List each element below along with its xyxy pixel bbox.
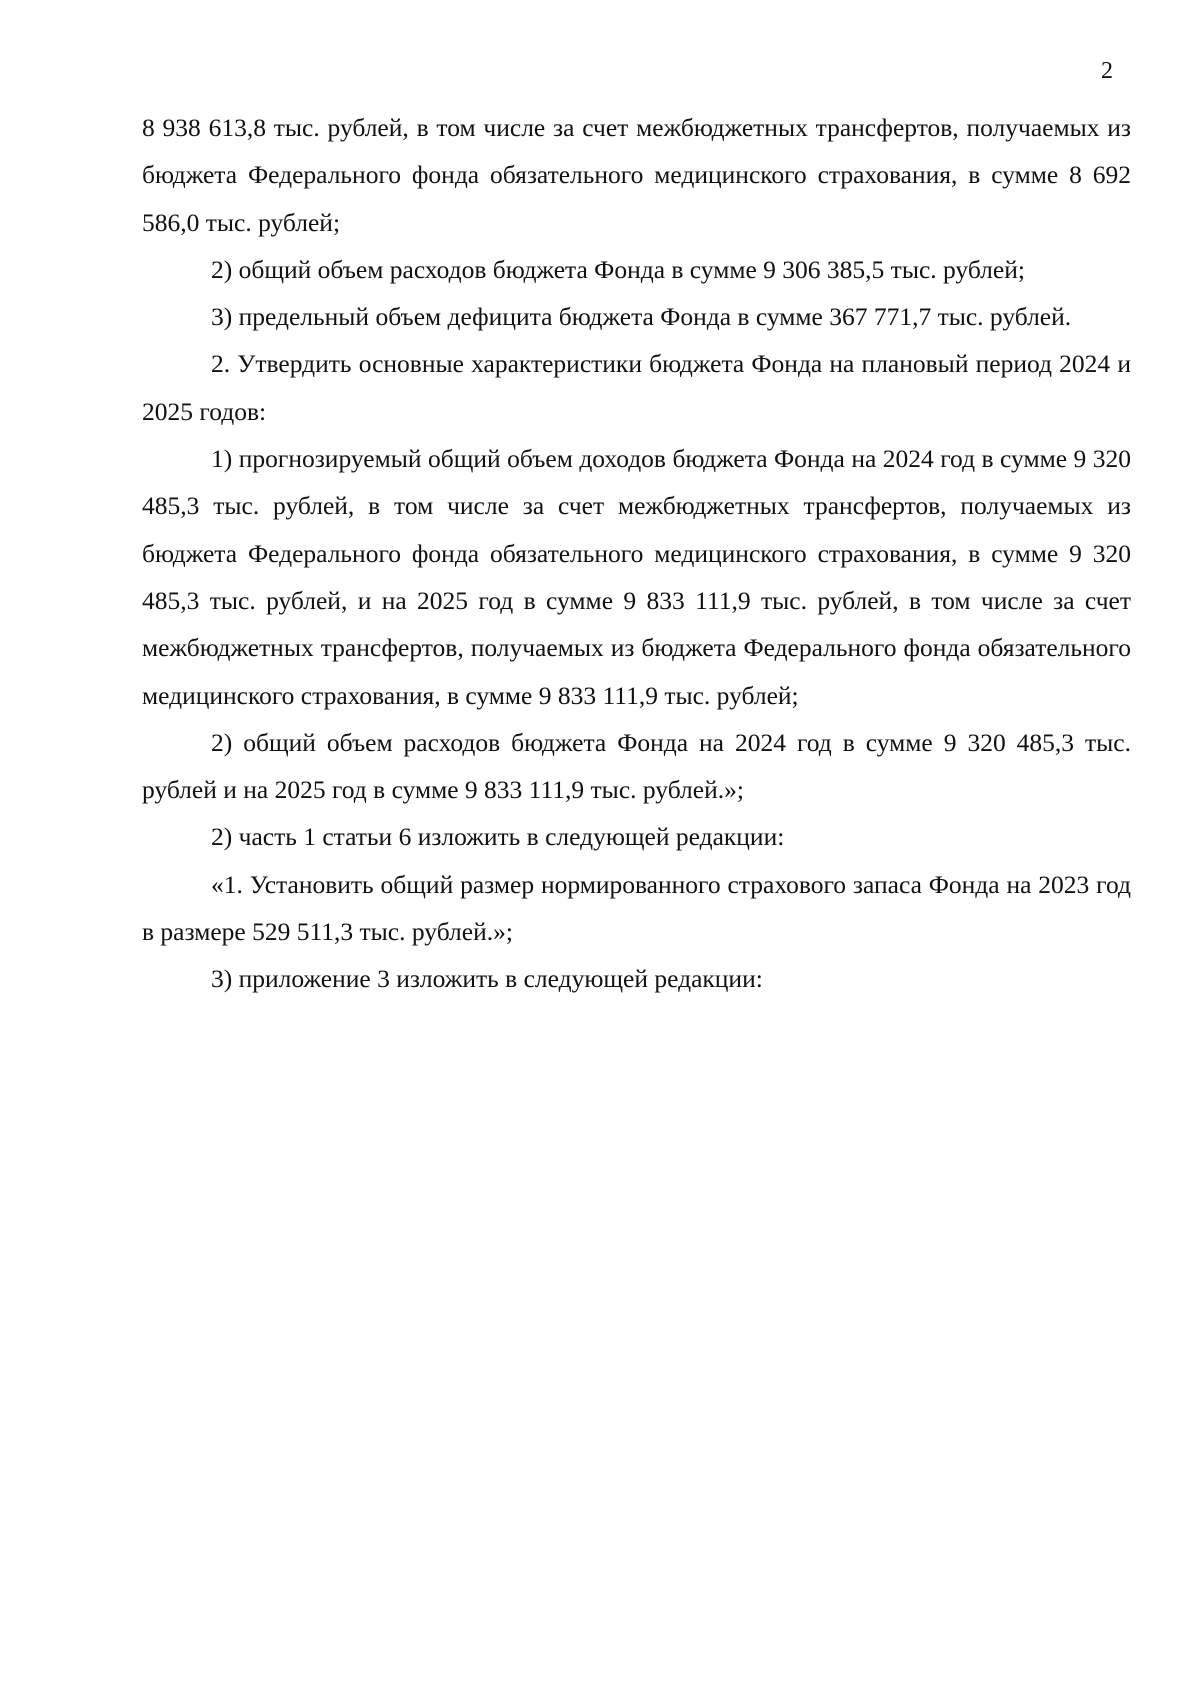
paragraph-appendix-3-amendment: 3) приложение 3 изложить в следующей редакции:: [211, 964, 763, 994]
paragraph-insurance-reserve: «1. Установить общий размер нормированного страхового запаса Фонда на 2023 год в размере 529 511,3 тыс. рублей.»;: [142, 869, 1131, 947]
paragraph-planning-period-heading: 2. Утвердить основные характеристики бюджета Фонда на плановый период 2024 и 2025 годов:: [142, 349, 1131, 426]
page-number: 2: [1101, 58, 1113, 84]
paragraph-expenses-2023: 2) общий объем расходов бюджета Фонда в сумме 9 306 385,5 тыс. рублей;: [211, 254, 1025, 284]
paragraph-expenses-2024-2025: 2) общий объем расходов бюджета Фонда на 2024 год в сумме 9 320 485,3 тыс. рублей и на 2025 год в сумме 9 833 111,9 тыс. рублей.»;: [142, 727, 1131, 805]
paragraph-revenue-2023-continuation: 8 938 613,8 тыс. рублей, в том числе за счет межбюджетных трансфертов, получаемых из бюджета Федерального фонда обязательного медицинского страхования, в сумме 8 692 586,0 тыс. рублей;: [142, 113, 1131, 237]
paragraph-revenue-2024-2025: 1) прогнозируемый общий объем доходов бюджета Фонда на 2024 год в сумме 9 320 485,3 тыс. рублей, в том числе за счет межбюджетных трансфертов, получаемых из бюджета Федерального фонда обязательного медицинского страхования, в сумме 9 320 485,3 тыс. рублей, и на 2025 год в сумме 9 833 111,9 тыс. рублей, в том числе за счет межбюджетных трансфертов, получаемых из бюджета Федерального фонда обязательного медицинского страхования, в сумме 9 833 111,9 тыс. рублей;: [142, 444, 1131, 710]
document-body: [142, 104, 1131, 1003]
paragraph-article-6-amendment: 2) часть 1 статьи 6 изложить в следующей редакции:: [211, 822, 785, 852]
paragraph-deficit-2023: 3) предельный объем дефицита бюджета Фонда в сумме 367 771,7 тыс. рублей.: [211, 302, 1072, 332]
